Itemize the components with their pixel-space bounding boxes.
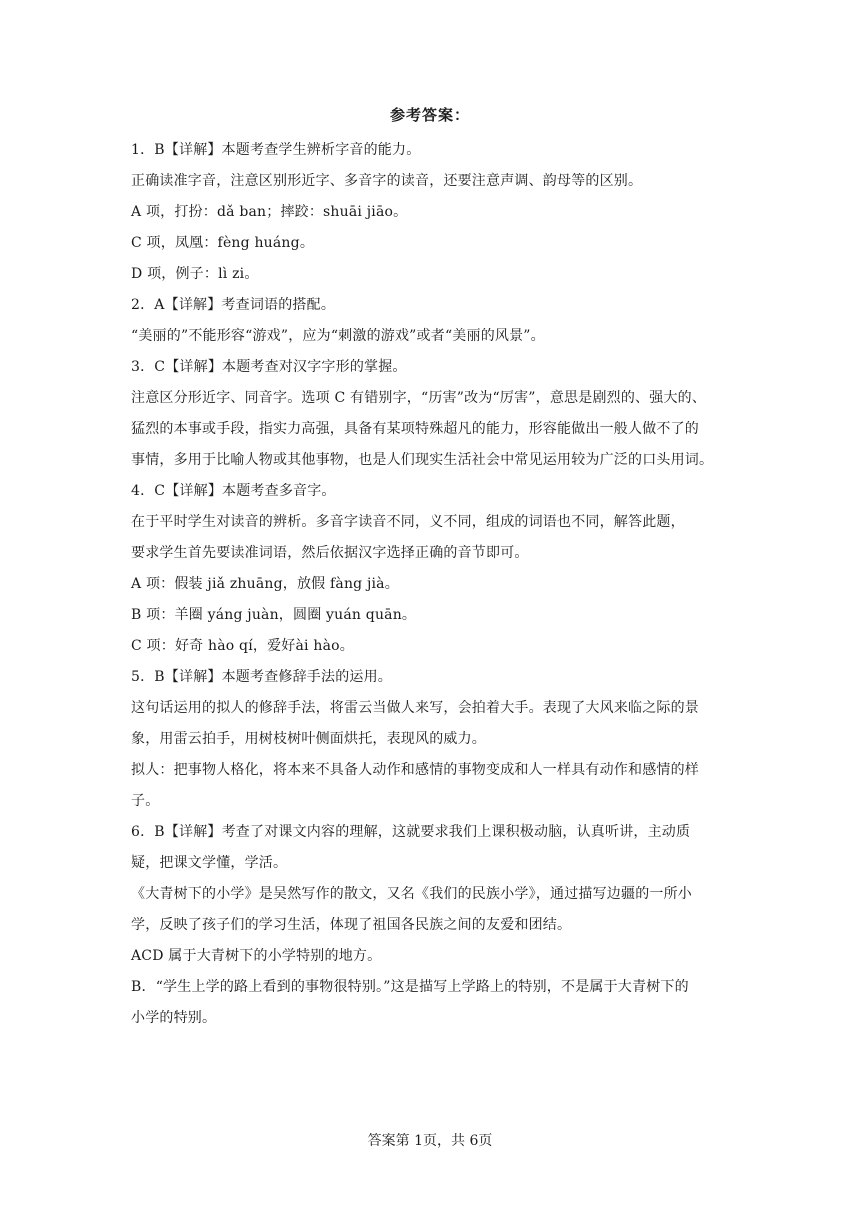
answer-line: 象，用雷云拍手，用树枝树叶侧面烘托，表现风的威力。 [131, 731, 486, 747]
answer-line: B 项：羊圈 yáng juàn，圆圈 yuán quān。 [131, 607, 417, 623]
answer-line: 3．C【详解】本题考查对汉字字形的掌握。 [131, 359, 407, 375]
answer-line: B．“学生上学的路上看到的事物很特别。”这是描写上学路上的特别，不是属于大青树下的 [131, 979, 689, 995]
answer-line: 注意区分形近字、同音字。选项 C 有错别字，“历害”改为“厉害”，意思是剧烈的、强大的、 [131, 390, 707, 406]
answer-line: ACD 属于大青树下的小学特别的地方。 [131, 948, 382, 964]
answer-line: 6．B【详解】考查了对课文内容的理解，这就要求我们上课积极动脑，认真听讲，主动质 [131, 824, 691, 840]
answer-line: 要求学生首先要读准词语，然后依据汉字选择正确的音节即可。 [131, 545, 529, 561]
answer-line: 子。 [131, 793, 160, 809]
answer-line: C 项，凤凰：fèng huáng。 [131, 235, 315, 251]
answer-line: C 项：好奇 hào qí，爱好ài hào。 [131, 638, 354, 654]
answer-line: 事情，多用于比喻人物或其他事物，也是人们现实生活社会中常见运用较为广泛的口头用词。 [131, 452, 714, 468]
answer-line: 疑，把课文学懂，学活。 [131, 855, 288, 871]
page-footer: 答案第 1页，共 6页 [367, 1133, 493, 1149]
answer-line: A 项：假装 jiǎ zhuāng，放假 fàng jià。 [131, 576, 399, 592]
answer-line: 在于平时学生对读音的辨析。多音字读音不同，义不同，组成的词语也不同，解答此题， [131, 514, 685, 530]
answer-line: 《大青树下的小学》是吴然写作的散文，又名《我们的民族小学》，通过描写边疆的一所小 [131, 886, 692, 902]
answer-line: 1．B【详解】本题考查学生辨析字音的能力。 [131, 142, 421, 158]
answer-line: 正确读准字音，注意区别形近字、多音字的读音，还要注意声调、韵母等的区别。 [131, 173, 643, 189]
answer-line: 这句话运用的拟人的修辞手法，将雷云当做人来写，会拍着大手。表现了大风来临之际的景 [131, 700, 699, 716]
answer-line: D 项，例子：lì zi。 [131, 266, 259, 282]
answer-line: A 项，打扮：dǎ ban；摔跤：shuāi jiāo。 [131, 204, 408, 220]
answer-content [131, 135, 731, 1034]
answer-line: 小学的特别。 [131, 1010, 217, 1026]
answer-line: 拟人：把事物人格化，将本来不具备人动作和感情的事物变成和人一样具有动作和感情的样 [131, 762, 699, 778]
answer-line: 2．A【详解】考查词语的搭配。 [131, 297, 336, 313]
answer-line: 学，反映了孩子们的学习生活，体现了祖国各民族之间的友爱和团结。 [131, 917, 572, 933]
answer-line: 猛烈的本事或手段，指实力高强，具备有某项特殊超凡的能力，形容能做出一般人做不了的 [131, 421, 699, 437]
page-title: 参考答案： [389, 106, 470, 124]
answer-line: 5．B【详解】本题考查修辞手法的运用。 [131, 669, 392, 685]
answer-line: “美丽的”不能形容“游戏”，应为“刺激的游戏”或者“美丽的风景”。 [131, 328, 545, 344]
answer-line: 4．C【详解】本题考查多音字。 [131, 483, 336, 499]
